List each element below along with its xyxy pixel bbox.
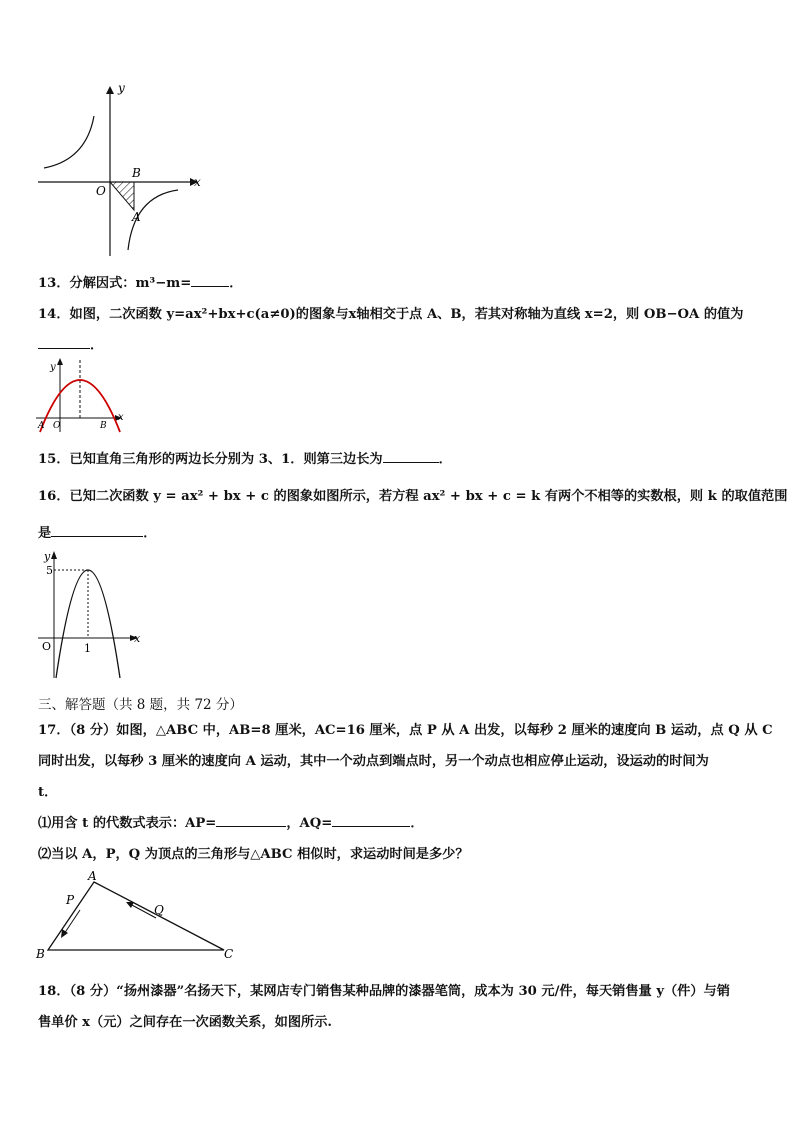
question-16-line2 (38, 522, 156, 541)
label-q: Q (154, 903, 164, 917)
shaded-triangle (110, 182, 134, 210)
label-o: O (53, 421, 61, 431)
question-18-line1: 18．（8 分）“扬州漆器”名扬天下，某网店专门销售某种品牌的漆器笔筒，成本为 30 元/件，每天销售量 y（件）与销 (38, 984, 730, 999)
q16-answer-blank[interactable] (51, 525, 143, 537)
q14-answer-blank[interactable] (38, 337, 90, 349)
q16-text: 16．已知二次函数 y = ax² + bx + c 的图象如图所示，若方程 ax² + bx + c = k 有两个不相等的实数根，则 k 的取值范围 (38, 489, 788, 504)
question-14 (38, 303, 743, 322)
question-13 (38, 272, 242, 291)
question-17-line3: t． (38, 785, 58, 800)
q15-end: ． (438, 452, 452, 467)
q15-answer-blank[interactable] (383, 451, 439, 463)
q17-aq-blank[interactable] (332, 815, 410, 827)
question-14-line2 (38, 334, 103, 353)
question-17-part2: ⑵当以 A，P，Q 为顶点的三角形与△ABC 相似时，求运动时间是多少？ (38, 847, 469, 862)
label-b: B (100, 421, 107, 431)
label-b: B (36, 947, 45, 961)
label-o: O (96, 184, 106, 198)
hyperbola-branch-left (44, 116, 94, 168)
q17-triangle-figure (34, 870, 246, 962)
label-c: C (224, 947, 234, 961)
hyperbola-figure (36, 78, 206, 260)
y-axis-arrow (57, 358, 63, 365)
q16-end: ． (143, 526, 157, 541)
label-b: B (132, 166, 141, 180)
label-a: A (132, 210, 141, 224)
y-axis-arrow (106, 86, 114, 94)
q16-parabola-figure (34, 546, 144, 680)
question-18-line2: 售单价 x（元）之间存在一次函数关系，如图所示. (38, 1015, 332, 1030)
q13-end: ． (229, 276, 243, 291)
label-y: y (50, 362, 56, 373)
label-x: x (194, 175, 201, 189)
q14-text: 14．如图，二次函数 y=ax²+bx+c(a≠0)的图象与x轴相交于点 A、B，若其对称轴为直线 x=2，则 OB−OA 的值为 (38, 307, 744, 322)
q17-part1-end: ． (410, 816, 424, 831)
q14-end: ． (90, 338, 104, 353)
label-o: O (42, 640, 52, 653)
label-y: y (44, 550, 51, 563)
arrow-q (130, 904, 156, 918)
question-17-line2: 同时出发，以每秒 3 厘米的速度向 A 运动，其中一个动点到端点时，另一个动点也相应停止运动，设运动的时间为 (38, 754, 709, 769)
section-3-title: 三、解答题（共 8 题，共 72 分） (38, 697, 243, 713)
label-5: 5 (46, 564, 53, 577)
q15-text: 15．已知直角三角形的两边长分别为 3、1．则第三边长为 (38, 452, 383, 467)
label-p: P (66, 893, 75, 907)
y-axis-arrow (51, 551, 57, 559)
label-a: A (88, 870, 97, 883)
triangle-abc (48, 882, 224, 950)
question-17-line1: 17．（8 分）如图，△ABC 中，AB=8 厘米，AC=16 厘米，点 P 从 A 出发，以每秒 2 厘米的速度向 B 运动，点 Q 从 C (38, 723, 773, 738)
label-x: x (134, 632, 141, 645)
q16-text-2: 是 (38, 526, 52, 541)
q17-ap-blank[interactable] (216, 815, 286, 827)
question-17-part1 (38, 812, 424, 831)
label-a: A (38, 421, 45, 431)
label-y: y (118, 81, 125, 95)
label-x: x (118, 412, 124, 423)
question-16 (38, 485, 787, 504)
q13-answer-blank[interactable] (191, 275, 229, 287)
q14-parabola-figure (34, 356, 130, 434)
q17-part1-text: ⑴用含 t 的代数式表示：AP= (38, 816, 217, 831)
question-15 (38, 448, 452, 467)
q13-text: 13．分解因式：m³−m= (38, 276, 192, 291)
q17-part1-text-2: ，AQ= (286, 816, 333, 831)
label-1: 1 (84, 642, 91, 655)
